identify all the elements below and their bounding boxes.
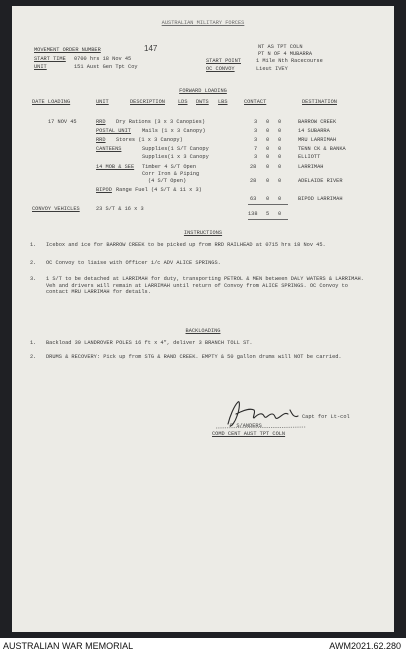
row-n1: 3 bbox=[254, 137, 258, 143]
loading-date: 17 NOV 45 bbox=[48, 119, 77, 125]
col-unit: UNIT bbox=[96, 99, 109, 105]
total-rule-bottom bbox=[248, 219, 288, 220]
row-desc: Mails (1 x 3 Canopy) bbox=[142, 128, 206, 134]
movement-order-label: MOVEMENT ORDER NUMBER bbox=[34, 47, 101, 53]
row-n3: 0 bbox=[278, 146, 282, 152]
convoy-vehicles-label: CONVOY VEHICLES bbox=[32, 206, 80, 212]
row-n1: 3 bbox=[254, 154, 258, 160]
row-n1: 28 bbox=[250, 164, 257, 170]
signatory-name: F S/ANDERS bbox=[230, 423, 262, 429]
unit-value: 151 Aust Gen Tpt Coy bbox=[74, 64, 138, 70]
archive-footer bbox=[0, 638, 406, 653]
row-n3: 0 bbox=[278, 154, 282, 160]
header-right-line2: PT N OF 4 MUBARRA bbox=[258, 51, 313, 57]
row-n2: 0 bbox=[266, 178, 270, 184]
row-unit: 14 MOB & SEE bbox=[96, 164, 135, 170]
row-n1: 63 bbox=[250, 196, 257, 202]
convoy-vehicles-value: 23 S/T & 16 x 3 bbox=[96, 206, 144, 212]
row-n3: 0 bbox=[278, 137, 282, 143]
row-n2: 0 bbox=[266, 164, 270, 170]
row-n2: 0 bbox=[266, 119, 270, 125]
row-unit: BIPOD bbox=[96, 187, 112, 193]
total-n2: 5 bbox=[266, 211, 270, 217]
instruction-text: 1 S/T to be detached at LARRIMAH for duty, transporting PETROL & MEN between DALY WATERS & LARRIMAH. Veh and drivers will remain at LARRIMAH until return of Convoy from ALICE SPRINGS. OC Convoy to contact MRU LARRIMAH for details. bbox=[46, 276, 364, 296]
start-time-label: START TIME bbox=[34, 56, 66, 62]
row-desc: Timber 4 S/T Open bbox=[142, 164, 197, 170]
row-dest: BARROW CREEK bbox=[298, 119, 337, 125]
instruction-text: OC Convoy to liaise with Officer i/c ADV ALICE SPRINGS. bbox=[46, 260, 221, 266]
row-n3: 0 bbox=[278, 178, 282, 184]
row-desc: Corr Iron & Piping bbox=[142, 171, 200, 177]
row-n1: 3 bbox=[254, 119, 258, 125]
row-n3: 0 bbox=[278, 119, 282, 125]
row-dest: ADELAIDE RIVER bbox=[298, 178, 343, 184]
signatory-title: COMD CENT AUST TPT COLN bbox=[212, 431, 286, 437]
start-point-value: 1 Mile Nth Racecourse bbox=[256, 58, 323, 64]
backloading-number: 2. bbox=[30, 354, 37, 360]
row-desc: Dry Rations (3 x 3 Canopies) bbox=[116, 119, 206, 125]
row-n3: 0 bbox=[278, 196, 282, 202]
total-rule-top bbox=[248, 204, 288, 205]
row-n2: 0 bbox=[266, 146, 270, 152]
row-n3: 0 bbox=[278, 128, 282, 134]
instruction-number: 1. bbox=[30, 242, 37, 248]
row-dest: MRU LARRIMAH bbox=[298, 137, 337, 143]
row-desc: (4 S/T Open) bbox=[148, 178, 187, 184]
backloading-text: Backload 30 LANDROVER POLES 16 ft x 4", deliver 3 BRANCH TOLL ST. bbox=[46, 340, 253, 346]
row-desc: Supplies(1 S/T Canopy bbox=[142, 146, 209, 152]
row-dest: BIPOD LARRIMAH bbox=[298, 196, 343, 202]
col-date: DATE LOADING bbox=[32, 99, 71, 105]
header-right-line1: NT AS TPT COLN bbox=[258, 44, 303, 50]
row-n2: 0 bbox=[266, 154, 270, 160]
instruction-number: 3. bbox=[30, 276, 37, 282]
archive-name: AUSTRALIAN WAR MEMORIAL bbox=[3, 641, 134, 651]
instruction-number: 2. bbox=[30, 260, 37, 266]
col-destination: DESTINATION bbox=[302, 99, 337, 105]
row-n2: 0 bbox=[266, 128, 270, 134]
oc-convoy-label: OC CONVOY bbox=[206, 66, 235, 72]
row-n1: 28 bbox=[250, 178, 257, 184]
start-time-value: 0700 hrs 18 Nov 45 bbox=[74, 56, 132, 62]
unit-label: UNIT bbox=[34, 64, 47, 70]
row-desc: Range Fuel (4 S/T & 11 x 3) bbox=[116, 187, 202, 193]
row-n2: 0 bbox=[266, 196, 270, 202]
total-n3: 0 bbox=[278, 211, 282, 217]
row-desc: Supplies(1 x 3 Canopy bbox=[142, 154, 209, 160]
col-lbs: LBS bbox=[218, 99, 228, 105]
col-lds: LDS bbox=[178, 99, 188, 105]
document-page bbox=[12, 6, 394, 632]
backloading-heading: BACKLOADING bbox=[185, 328, 221, 334]
oc-convoy-value: Lieut IVEY bbox=[256, 66, 288, 72]
backloading-number: 1. bbox=[30, 340, 37, 346]
backloading-text: DRUMS & RECOVERY: Pick up from STG & RAND CREEK. EMPTY & 50 gallon drums will NOT be carried. bbox=[46, 354, 342, 360]
row-n1: 7 bbox=[254, 146, 258, 152]
row-unit: POSTAL UNIT bbox=[96, 128, 131, 134]
forward-loading-heading: FORWARD LOADING bbox=[179, 88, 227, 94]
total-n1: 138 bbox=[248, 211, 258, 217]
signature-suffix: Capt for Lt-col bbox=[302, 414, 350, 420]
row-unit: RRD bbox=[96, 119, 106, 125]
document-title: AUSTRALIAN MILITARY FORCES bbox=[161, 20, 245, 26]
row-dest: LARRIMAH bbox=[298, 164, 324, 170]
row-n1: 3 bbox=[254, 128, 258, 134]
archive-reference: AWM2021.62.280 bbox=[329, 641, 401, 651]
row-dest: ELLIOTT bbox=[298, 154, 321, 160]
movement-order-number: 147 bbox=[144, 44, 158, 53]
start-point-label: START POINT bbox=[206, 58, 241, 64]
col-dwts: DWTS bbox=[196, 99, 209, 105]
row-desc: Stores (1 x 3 Canopy) bbox=[116, 137, 183, 143]
row-unit: CANTEENS bbox=[96, 146, 122, 152]
instruction-text: Icebox and ice for BARROW CREEK to be picked up from RRD RAILHEAD at 0715 hrs 18 Nov 45. bbox=[46, 242, 326, 248]
instructions-heading: INSTRUCTIONS bbox=[183, 230, 223, 236]
row-dest: TENN CK & BANKA bbox=[298, 146, 346, 152]
col-description: DESCRIPTION bbox=[130, 99, 165, 105]
row-n2: 0 bbox=[266, 137, 270, 143]
col-contact: CONTACT bbox=[244, 99, 267, 105]
row-n3: 0 bbox=[278, 164, 282, 170]
row-dest: 14 SUBARRA bbox=[298, 128, 330, 134]
row-unit: RRD bbox=[96, 137, 106, 143]
